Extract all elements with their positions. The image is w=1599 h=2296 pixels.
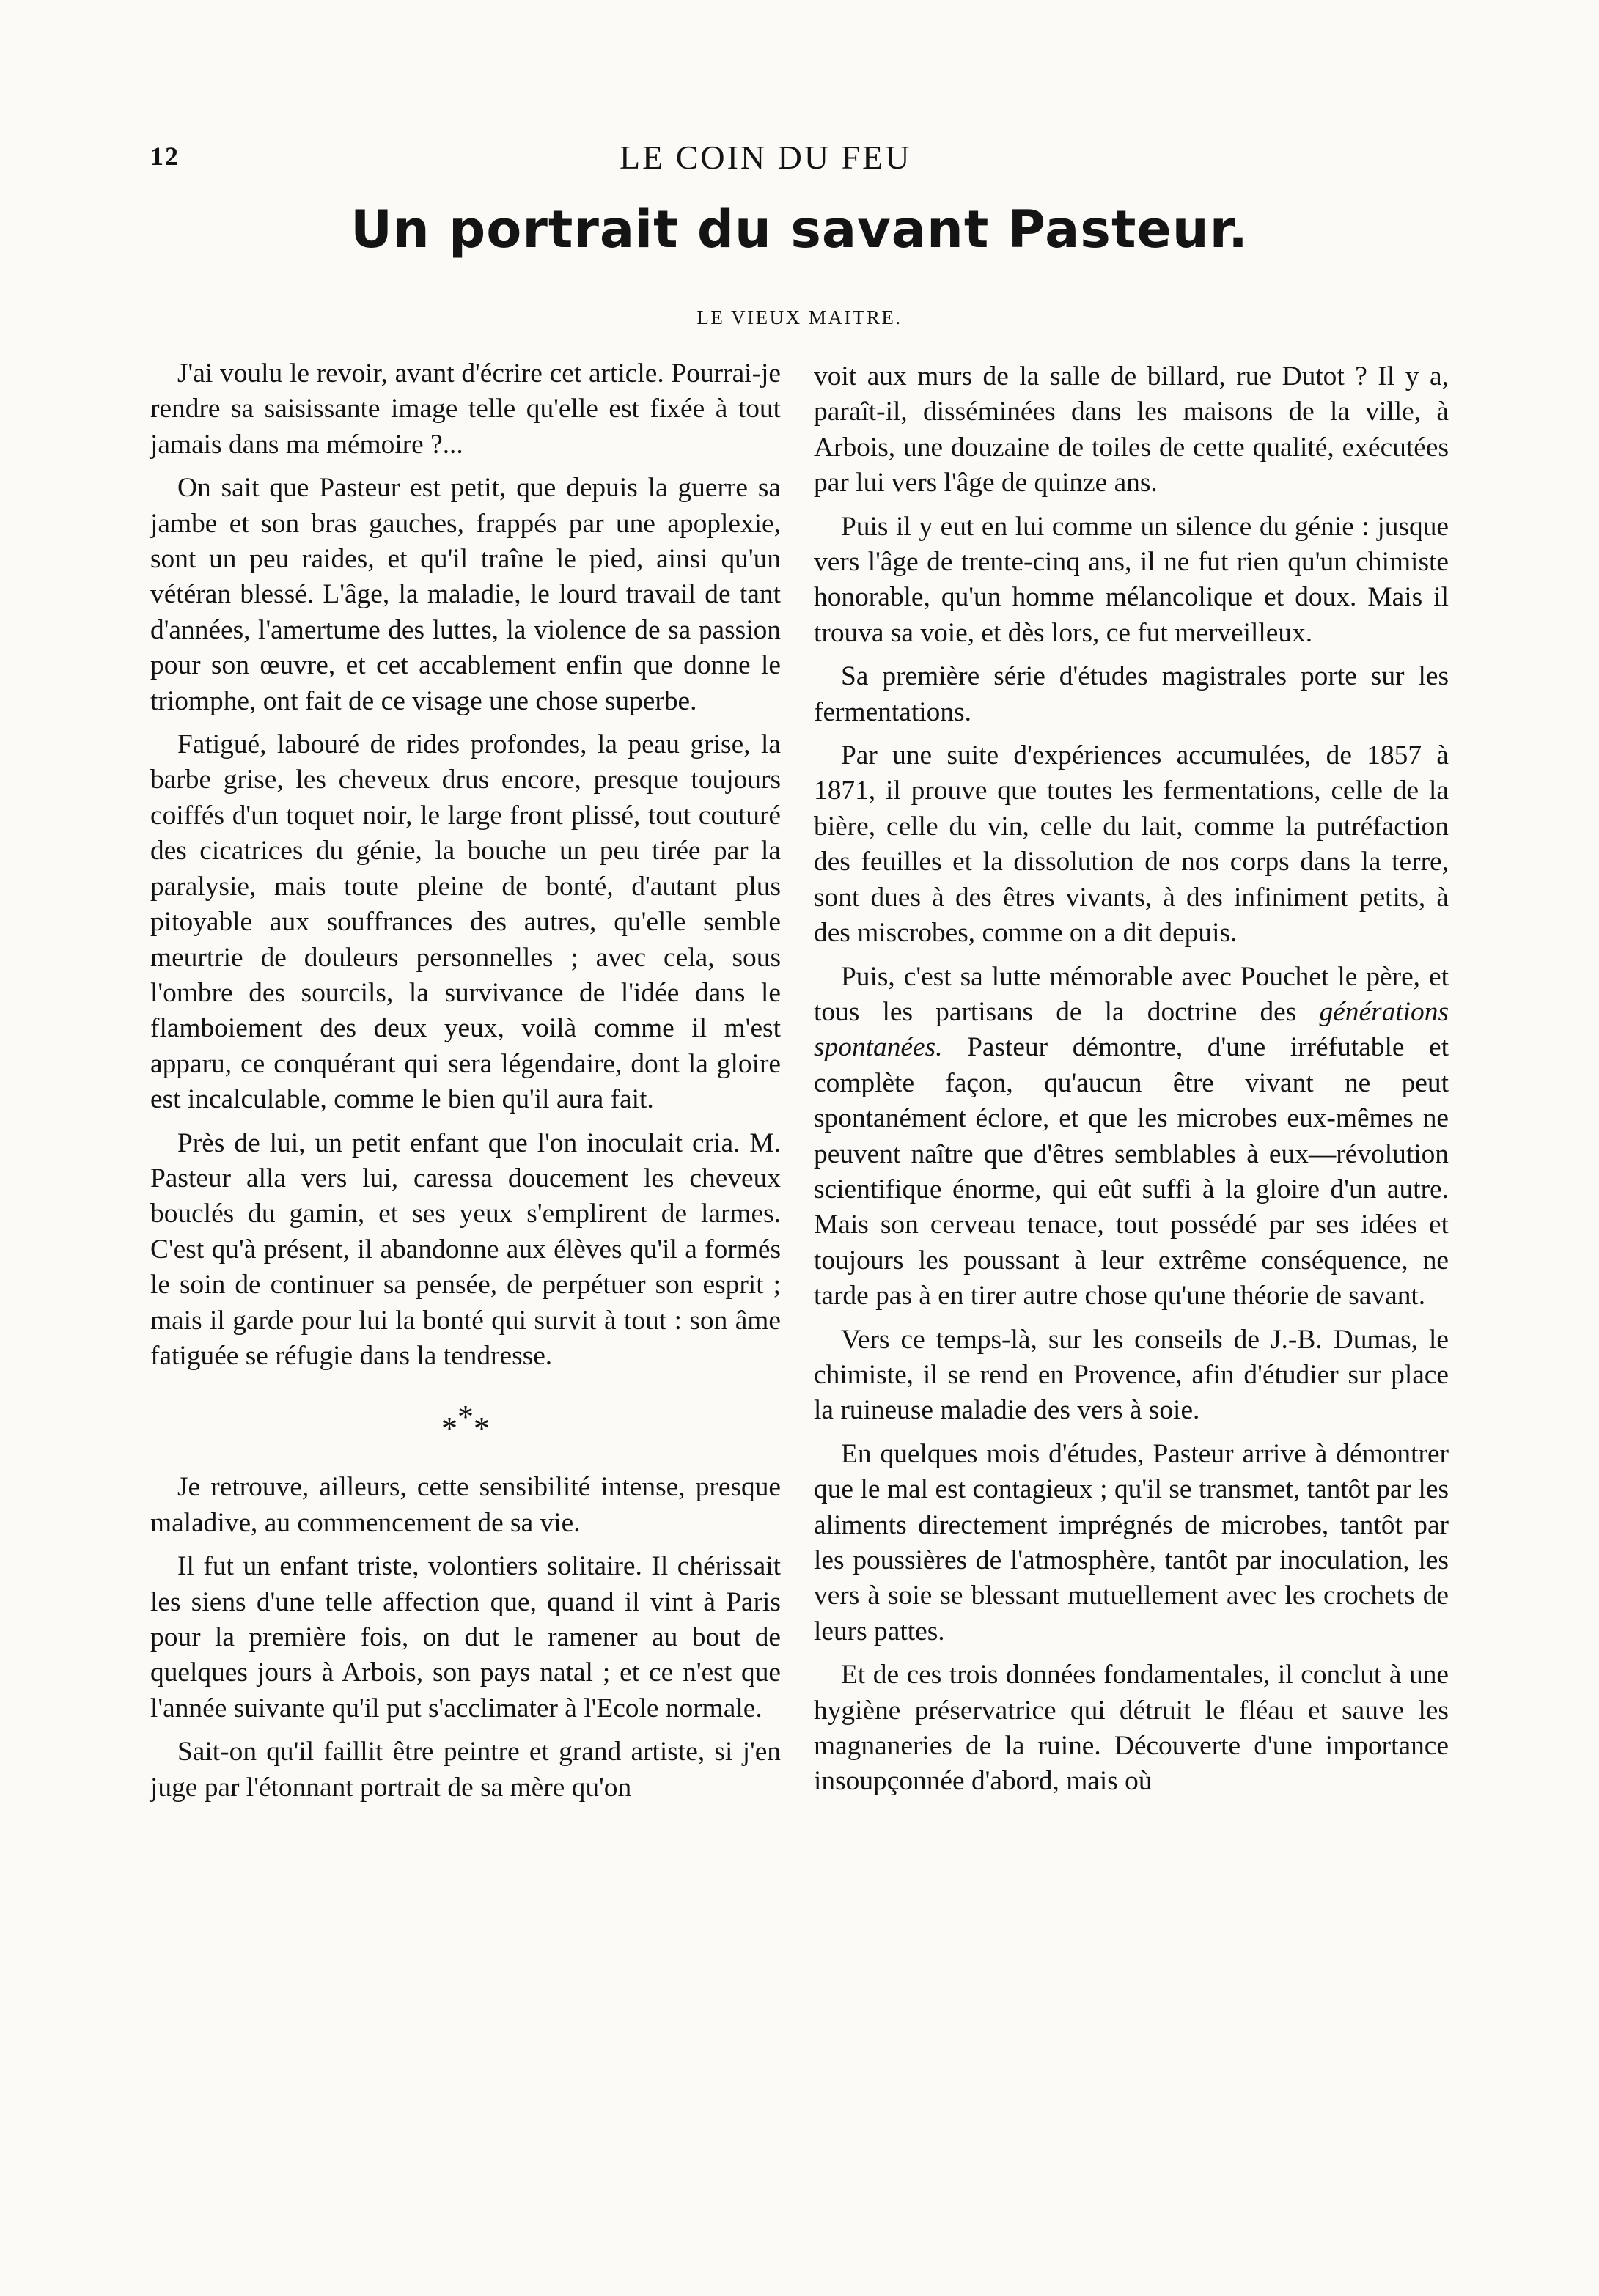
left-column <box>150 356 781 1806</box>
paragraph-text: Pasteur démontre, d'une irréfutable et complète façon, qu'aucun être vivant ne peut spontanément éclore, et que les microbes eux-mêmes ne peuvent naître que d'êtres semblables à eux—révolution scientifique énorme, qui eût suffi à la gloire d'un autre. Mais son cerveau tenace, tout possédé par ses idées et toujours les poussant à leur extrême conséquence, ne tarde pas à en tirer autre chose qu'une théorie de savant. <box>814 1032 1449 1311</box>
paragraph: Et de ces trois données fondamentales, il conclut à une hygiène préservatrice qui détruit le fléau et sauve les magnaneries de la ruine. Découverte d'une importance insoupçonnée d'abord, mais où <box>814 1660 1449 1797</box>
paragraph: Sa première série d'études magistrales porte sur les fermentations. <box>814 661 1449 727</box>
paragraph: J'ai voulu le revoir, avant d'écrire cet article. Pourrai-je rendre sa saisissante image telle qu'elle est fixée à tout jamais dans ma mémoire ?... <box>150 358 781 460</box>
paragraph <box>814 960 1449 1314</box>
paragraph: En quelques mois d'études, Pasteur arrive à démontrer que le mal est contagieux ; qu'il se transmet, tantôt par les aliments directement imprégnés de microbes, tantôt par les poussières de l'atmosphère, tantôt par inoculation, les vers à soie se blessant mutuellement avec les crochets de leurs pattes. <box>814 1438 1449 1646</box>
article-title: Un portrait du savant Pasteur. <box>350 199 1249 260</box>
section-asterism <box>150 1382 781 1470</box>
paragraph: Je retrouve, ailleurs, cette sensibilité intense, presque maladive, au commencement de sa vie. <box>150 1472 781 1538</box>
emphasized-term: générations spontanées. <box>814 996 1449 1063</box>
paragraph: Sait-on qu'il faillit être peintre et grand artiste, si j'en juge par l'étonnant portrait de sa mère qu'on <box>150 1737 781 1803</box>
asterism-star: * <box>441 1410 457 1447</box>
paragraph: Près de lui, un petit enfant que l'on inoculait cria. M. Pasteur alla vers lui, caressa doucement les cheveux bouclés du gamin, et ses yeux s'emplirent de larmes. C'est qu'à présent, il abandonne aux élèves qu'il a formés le soin de continuer sa pensée, de perpétuer son esprit ; mais il garde pour lui la bonté qui survit à tout : son âme fatiguée se réfugie dans la tendresse. <box>150 1127 781 1371</box>
paragraph: Puis il y eut en lui comme un silence du génie : jusque vers l'âge de trente-cinq ans, il ne fut rien qu'un chimiste honorable, qu'un homme mélancolique et doux. Mais il trouva sa voie, et dès lors, ce fut merveilleux. <box>814 511 1449 648</box>
page-number: 12 <box>150 141 180 171</box>
paragraph: On sait que Pasteur est petit, que depuis la guerre sa jambe et son bras gauches, frappés par une apoplexie, sont un peu raides, et qu'il traîne le pied, ainsi qu'un vétéran blessé. L'âge, la maladie, le lourd travail de tant d'années, l'amertume des luttes, la violence de sa passion pour son œuvre, et cet accablement enfin que donne le triomphe, ont fait de ce visage une chose superbe. <box>150 473 781 716</box>
paragraph-text: Puis, c'est sa lutte mémorable avec Pouchet le père, et tous les partisans de la doctrine des <box>814 961 1449 1027</box>
running-title: LE COIN DU FEU <box>620 139 912 176</box>
paragraph: Fatigué, labouré de rides profondes, la peau grise, la barbe grise, les cheveux drus encore, presque toujours coiffés d'un toquet noir, le large front plissé, tout couturé des cicatrices du génie, la bouche un peu tirée par la paralysie, mais toute pleine de bonté, d'autant plus pitoyable aux souffrances des autres, qu'elle semble meurtrie de douleurs personnelles ; avec cela, sous l'ombre des sourcils, la survivance de l'idée dans le flamboiement des deux yeux, voilà comme il m'est apparu, ce conquérant qui sera légendaire, dont la gloire est incalculable, comme le bien qu'il aura fait. <box>150 729 781 1115</box>
paragraph: Par une suite d'expériences accumulées, de 1857 à 1871, il prouve que toutes les fermentations, celle de la bière, celle du vin, celle du lait, comme la putréfaction des feuilles et la dissolution de nos corps dans la terre, sont dues à des êtres vivants, à des infiniment petits, à des miscrobes, comme on a dit depuis. <box>814 740 1449 949</box>
asterism-star: * <box>457 1399 474 1435</box>
paragraph: Il fut un enfant triste, volontiers solitaire. Il chérissait les siens d'une telle affection que, quand il vint à Paris pour la première fois, on dut le ramener au bout de quelques jours à Arbois, son pays natal ; et ce n'est que l'année suivante qu'il put s'acclimater à l'Ecole normale. <box>150 1551 781 1723</box>
paragraph: Vers ce temps-là, sur les conseils de J.-B. Dumas, le chimiste, il se rend en Provence, afin d'étudier sur place la ruineuse maladie des vers à soie. <box>814 1324 1449 1426</box>
asterism-star: * <box>474 1410 490 1447</box>
paragraph: voit aux murs de la salle de billard, rue Dutot ? Il y a, paraît-il, disséminées dans les maisons de la ville, à Arbois, une douzaine de toiles de cette qualité, exécutées par lui vers l'âge de quinze ans. <box>814 361 1449 498</box>
article-subheading: LE VIEUX MAITRE. <box>696 306 903 328</box>
right-column <box>814 359 1449 1800</box>
